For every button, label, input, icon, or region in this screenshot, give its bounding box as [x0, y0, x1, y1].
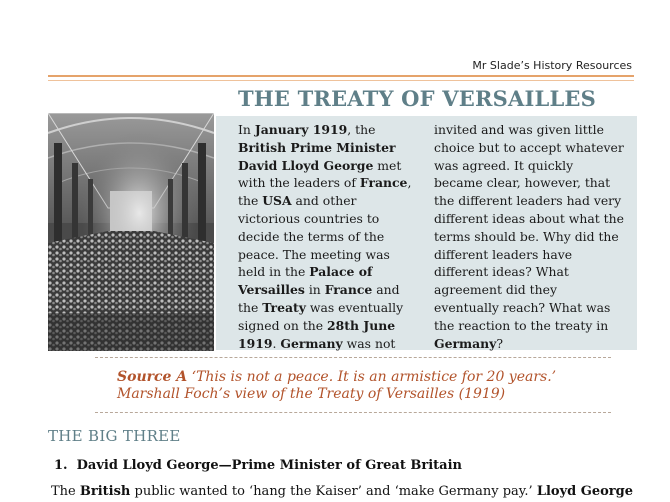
text-run: public wanted to ‘hang the Kaiser’ and ‘make Germany pay.’ [130, 484, 537, 499]
bold-run: France [359, 175, 408, 191]
source-a-quote-block [117, 369, 556, 403]
text-run: and other victorious countries to decide the terms of the peace. The meeting was held in the [238, 193, 390, 280]
text-run: and the [238, 282, 400, 315]
numbered-item-1 [54, 458, 462, 473]
bold-run: Germany [434, 335, 497, 351]
text-run: The [51, 484, 80, 499]
source-divider-bottom [95, 412, 611, 413]
bold-run: France [324, 282, 373, 298]
text-run: met with the leaders of [238, 157, 402, 191]
source-divider-top [95, 357, 611, 358]
header-credit: Mr Slade’s History Resources [472, 59, 632, 72]
text-run: was not [342, 335, 396, 351]
text-run: . [272, 335, 281, 351]
item-title: David Lloyd George—Prime Minister of Great Britain [76, 458, 462, 473]
section-heading: THE BIG THREE [48, 427, 181, 445]
section-body-text [51, 484, 633, 499]
bold-run: British Prime Minister David Lloyd George [238, 139, 396, 173]
text-run: , the [238, 175, 412, 209]
text-run: was eventually signed on the [238, 299, 404, 333]
intro-text-right-column [434, 121, 624, 352]
text-run: invited and was given little choice but to accept whatever was agreed. It quickly became clear, however, that the different leaders had very different ideas about what the terms should be. Why did the different leaders have different ideas? What agreement did they eventually reach? What was the reaction to the treaty in [434, 122, 624, 333]
header-rule-top [48, 75, 634, 77]
bold-run: Lloyd George [536, 484, 634, 499]
hall-of-mirrors-photo [48, 113, 214, 351]
photo-svg [48, 113, 214, 351]
bold-run: Germany [280, 335, 343, 351]
bold-run: Palace of Versailles [238, 264, 373, 298]
source-quote: ‘This is not a peace. It is an armistice for 20 years.’ [187, 369, 557, 385]
text-run: ? [496, 335, 503, 351]
text-run: In [238, 122, 255, 137]
header-rule-bottom [48, 80, 634, 81]
page-title: THE TREATY OF VERSAILLES [238, 86, 596, 111]
intro-text-left-column [238, 121, 418, 352]
source-attribution: Marshall Foch’s view of the Treaty of Versailles (1919) [117, 386, 506, 402]
source-a-line [117, 369, 556, 386]
bold-run: 28th June 1919 [238, 317, 396, 351]
bold-run: British [79, 484, 131, 499]
intro-text-box [216, 116, 637, 350]
bold-run: Treaty [262, 299, 306, 315]
source-label: Source A [117, 369, 188, 385]
text-run: , the [347, 122, 376, 137]
text-run: in [304, 282, 325, 298]
item-number: 1. [54, 458, 68, 473]
bold-run: USA [262, 193, 292, 209]
bold-run: January 1919 [254, 122, 348, 137]
